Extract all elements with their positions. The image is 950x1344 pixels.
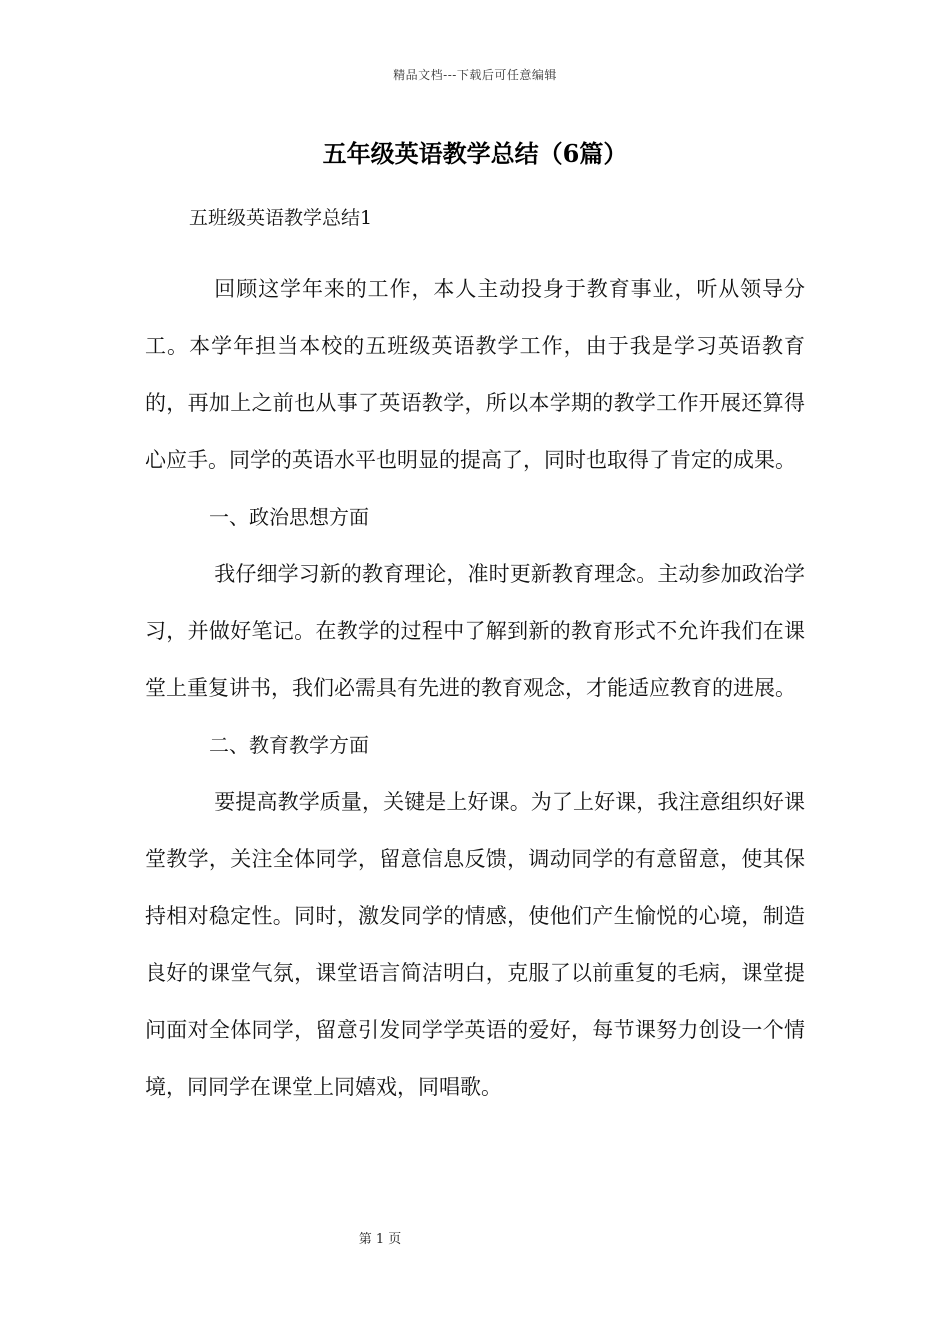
page-number: 第 1 页 xyxy=(358,1232,402,1247)
paragraph-review: 回顾这学年来的工作，本人主动投身于教育事业，听从领导分工。本学年担当本校的五班级英语教学工作，由于我是学习英语教育的，再加上之前也从事了英语教学，所以本学期的教学工作开展还算得心应手。同学的英语水平也明显的提高了，同时也取得了肯定的成果。 xyxy=(145,277,805,472)
paragraph-teaching: 要提高教学质量，关键是上好课。为了上好课，我注意组织好课堂教学，关注全体同学，留意信息反馈，调动同学的有意留意，使其保持相对稳定性。同时，激发同学的情感，使他们产生愉悦的心境，制造良好的课堂气氛，课堂语言简洁明白，克服了以前重复的毛病，课堂提问面对全体同学，留意引发同学学英语的爱好，每节课努力创设一个情境，同同学在课堂上同嬉戏，同唱歌。 xyxy=(145,790,805,1099)
heading-teaching: 二、教育教学方面 xyxy=(209,733,369,757)
paragraph-political-thought: 我仔细学习新的教育理论，准时更新教育理念。主动参加政治学习，并做好笔记。在教学的过程中了解到新的教育形式不允许我们在课堂上重复讲书，我们必需具有先进的教育观念，才能适应教育的进展。 xyxy=(145,562,805,700)
document-body xyxy=(145,204,805,1116)
document-title: 五年级英语教学总结（6篇） xyxy=(322,139,628,168)
header-note: 精品文档---下载后可任意编辑 xyxy=(393,68,557,82)
section-subtitle: 五班级英语教学总结1 xyxy=(189,207,373,229)
heading-political-thought: 一、政治思想方面 xyxy=(209,505,369,529)
